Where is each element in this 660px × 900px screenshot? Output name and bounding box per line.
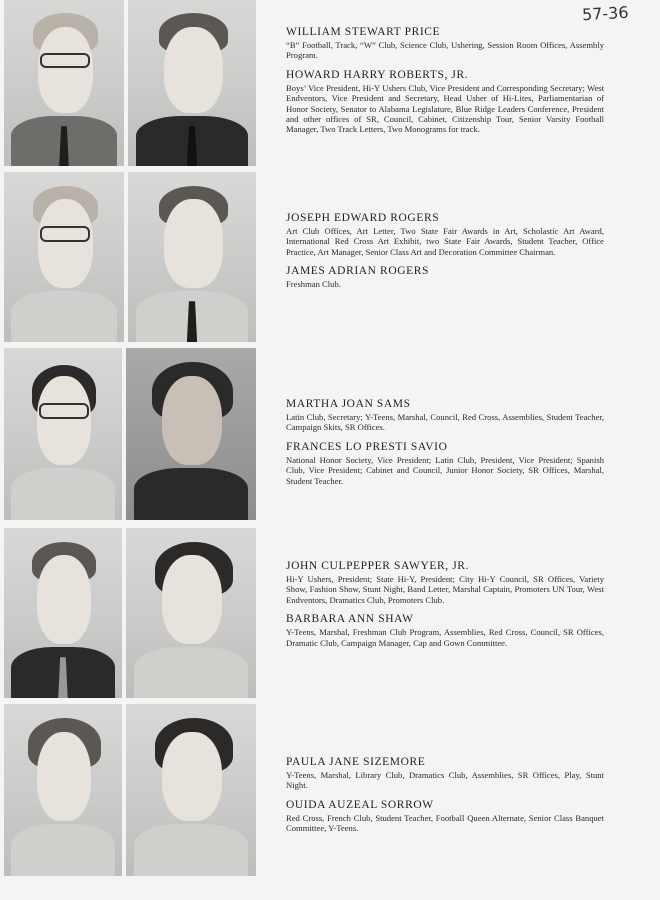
student-name: FRANCES LO PRESTI SAVIO bbox=[286, 440, 448, 453]
portrait-photo bbox=[126, 704, 256, 876]
student-name: HOWARD HARRY ROBERTS, JR. bbox=[286, 68, 469, 81]
student-name: OUIDA AUZEAL SORROW bbox=[286, 798, 434, 811]
portrait-photo bbox=[126, 348, 256, 520]
student-activities: Freshman Club. bbox=[286, 279, 341, 290]
student-activities: Art Club Offices, Art Letter, Two State Fair Awards in Art, Scholastic Art Award, International Red Cross Art Exhibit, two State Fair Awards, Student Teacher, Office Practice, Art Manager, Senior Class Art and Decoration Committee Chairman. bbox=[286, 226, 604, 257]
portrait-photo bbox=[4, 172, 124, 342]
student-activities: “B” Football, Track, “W” Club, Science Club, Ushering, Session Room Offices, Assembly Program. bbox=[286, 40, 604, 61]
portrait-photo bbox=[128, 0, 256, 166]
student-name: JOSEPH EDWARD ROGERS bbox=[286, 212, 440, 224]
student-name: PAULA JANE SIZEMORE bbox=[286, 756, 426, 768]
student-activities: Y-Teens, Marshal, Freshman Club Program, Assemblies, Red Cross, Council, SR Offices, Dramatic Club, Campaign Manager, Cap and Gown Committee. bbox=[286, 627, 604, 648]
student-name: BARBARA ANN SHAW bbox=[286, 613, 414, 626]
student-entry-pair bbox=[286, 756, 604, 842]
student-activities: National Honor Society, Vice President; Latin Club, President, Vice President; Spanish Club, Vice President; Cabinet and Council, Junior Honor Society, SR Offices, Marshal, Student Teacher. bbox=[286, 454, 604, 486]
student-activities: Hi-Y Ushers, President; State Hi-Y, President; City Hi-Y Council, SR Offices, Variety Show, Fashion Show, Stunt Night, Band Letter, Marshal Captain, Promoters UN Tour, West Endventors, Dramatics Club, Promoters Club. bbox=[286, 574, 604, 605]
student-entry-pair bbox=[286, 560, 604, 656]
student-name: JAMES ADRIAN ROGERS bbox=[286, 265, 430, 278]
portrait-photo bbox=[4, 528, 122, 698]
student-entry-pair bbox=[286, 212, 604, 298]
portrait-photo bbox=[4, 704, 122, 876]
student-activities: Boys’ Vice President, Hi-Y Ushers Club, Vice President and Corresponding Secretary; West Endventors, Vice President and Secretary, Head Usher of Hi-Lites, Parliamentarian of Honor Society, Senator to Alabama Legislature, Blue Ridge Leaders Conference, President and other offices of SR, Council, Cabinet, Citizenship Tour, Senior Varsity Football Manager, Two Track Letters, Two Monograms for track. bbox=[286, 82, 604, 135]
student-entry-pair bbox=[286, 398, 604, 494]
student-name: MARTHA JOAN SAMS bbox=[286, 398, 411, 410]
student-activities: Y-Teens, Marshal, Library Club, Dramatics Club, Assemblies, SR Offices, Play, Stunt Night. bbox=[286, 770, 604, 791]
portrait-photo bbox=[126, 528, 256, 698]
portrait-photo bbox=[4, 348, 122, 520]
portrait-photo bbox=[128, 172, 256, 342]
portrait-photo bbox=[4, 0, 124, 166]
student-name: WILLIAM STEWART PRICE bbox=[286, 26, 441, 38]
handwritten-page-number: 57-36 bbox=[581, 2, 629, 25]
student-activities: Red Cross, French Club, Student Teacher, Football Queen Alternate, Senior Class Banquet Committee, Y-Teens. bbox=[286, 812, 604, 834]
student-name: JOHN CULPEPPER SAWYER, JR. bbox=[286, 560, 470, 572]
student-activities: Latin Club, Secretary; Y-Teens, Marshal, Council, Red Cross, Assemblies, Student Teacher, Campaign Skits, SR Offices. bbox=[286, 412, 604, 433]
student-entry-pair bbox=[286, 26, 604, 143]
